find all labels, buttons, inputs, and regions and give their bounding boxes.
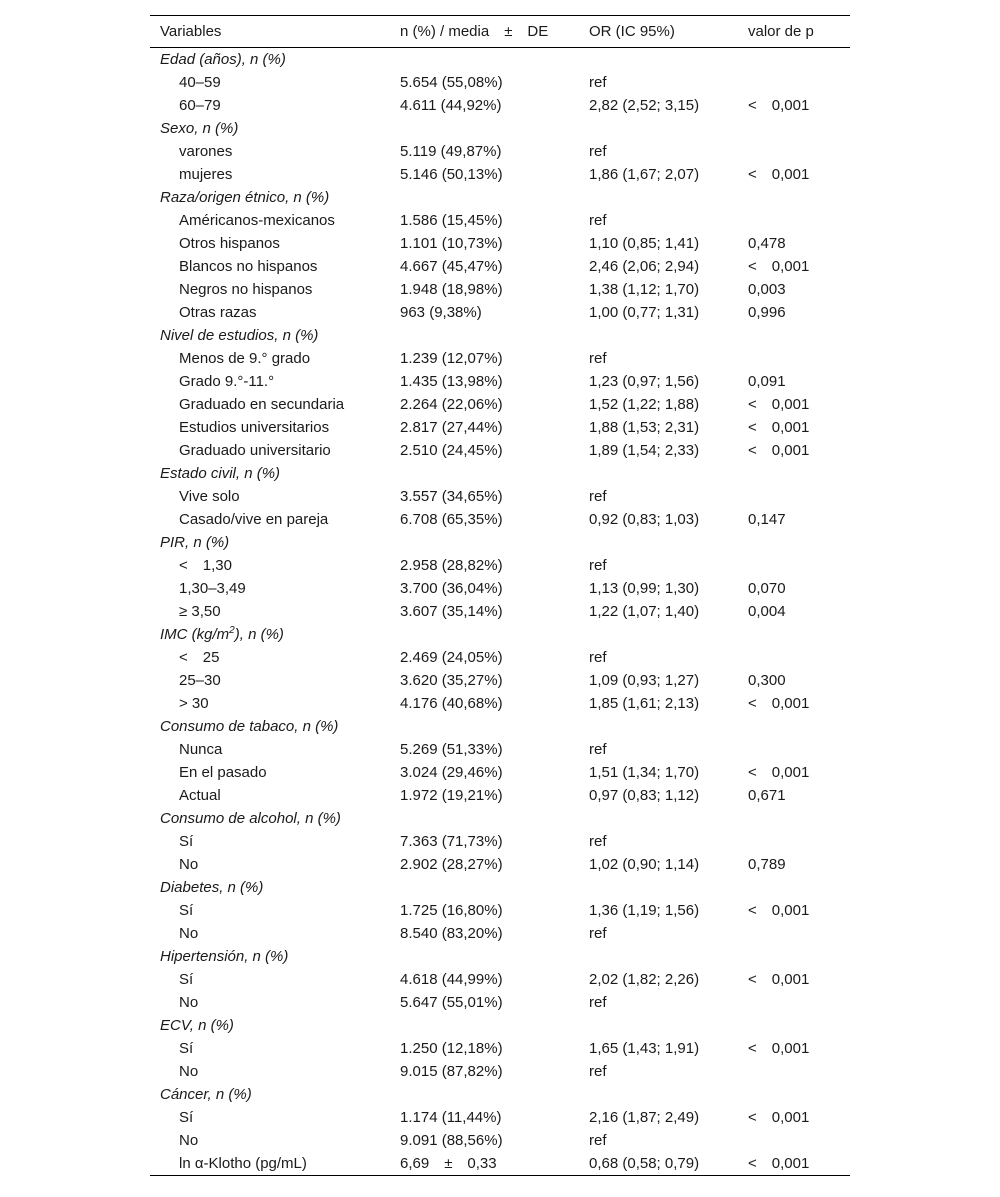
cell-n-media: 2.469 (24,05%) xyxy=(400,649,503,666)
table-group-row xyxy=(150,531,850,554)
group-label xyxy=(150,324,850,347)
group-label xyxy=(150,531,850,554)
cell-variable: No xyxy=(179,1132,199,1149)
cell-variable: Menos de 9.° grado xyxy=(179,350,311,367)
table-group-row xyxy=(150,876,850,899)
cell-n-media: 2.902 (28,27%) xyxy=(400,856,503,873)
group-label xyxy=(150,117,850,140)
cell-or: 0,97 (0,83; 1,12) xyxy=(589,787,700,804)
cell-or: 1,65 (1,43; 1,91) xyxy=(589,1040,700,1057)
group-label-text: Nivel de estudios, n (%) xyxy=(160,327,319,344)
group-label-text: Consumo de tabaco, n (%) xyxy=(160,718,339,735)
cell-n-media: 1.101 (10,73%) xyxy=(400,235,503,252)
group-label xyxy=(150,462,850,485)
cell-p-value: 0,789 xyxy=(748,856,786,873)
table-group-row xyxy=(150,324,850,347)
table-row xyxy=(150,278,850,301)
cell-or: ref xyxy=(589,741,607,758)
cell-n-media: 1.239 (12,07%) xyxy=(400,350,503,367)
header-n-media: n (%) / media ± DE xyxy=(400,23,549,40)
table-row xyxy=(150,646,850,669)
cell-n-media: 1.435 (13,98%) xyxy=(400,373,503,390)
cell-variable: Américanos-mexicanos xyxy=(179,212,335,229)
cell-n-media: 7.363 (71,73%) xyxy=(400,833,503,850)
cell-p-value xyxy=(738,209,850,232)
cell-n-media: 5.146 (50,13%) xyxy=(400,166,503,183)
cell-p-value xyxy=(738,485,850,508)
cell-variable: ≥ 3,50 xyxy=(179,603,221,620)
cell-p-value: < 0,001 xyxy=(748,971,810,988)
table-row xyxy=(150,761,850,784)
cell-variable: Nunca xyxy=(179,741,223,758)
cell-or: 2,46 (2,06; 2,94) xyxy=(589,258,700,275)
cell-variable: Vive solo xyxy=(179,488,240,505)
cell-n-media: 2.817 (27,44%) xyxy=(400,419,503,436)
cell-variable: No xyxy=(179,1063,199,1080)
cell-or: 1,85 (1,61; 2,13) xyxy=(589,695,700,712)
cell-or: 1,22 (1,07; 1,40) xyxy=(589,603,700,620)
cell-variable: Sí xyxy=(179,902,194,919)
table-row xyxy=(150,71,850,94)
cell-p-value xyxy=(738,830,850,853)
table-group-row xyxy=(150,48,850,72)
cell-variable: < 25 xyxy=(179,649,220,666)
table-row xyxy=(150,301,850,324)
cell-p-value: < 0,001 xyxy=(748,695,810,712)
cell-p-value xyxy=(738,738,850,761)
cell-variable: Sí xyxy=(179,833,194,850)
cell-n-media: 3.557 (34,65%) xyxy=(400,488,503,505)
group-label-superscript: 2 xyxy=(229,625,235,636)
cell-variable: ln α-Klotho (pg/mL) xyxy=(179,1155,307,1172)
cell-n-media: 5.654 (55,08%) xyxy=(400,74,503,91)
cell-n-media: 1.725 (16,80%) xyxy=(400,902,503,919)
cell-p-value: 0,478 xyxy=(748,235,786,252)
group-label xyxy=(150,48,850,72)
table-row xyxy=(150,1152,850,1176)
cell-variable: Otras razas xyxy=(179,304,257,321)
cell-n-media: 1.250 (12,18%) xyxy=(400,1040,503,1057)
cell-p-value xyxy=(738,140,850,163)
table-body xyxy=(150,48,850,1176)
table-row xyxy=(150,1129,850,1152)
table-row xyxy=(150,94,850,117)
table-row xyxy=(150,370,850,393)
table-row xyxy=(150,416,850,439)
cell-or: 0,68 (0,58; 0,79) xyxy=(589,1155,700,1172)
table-row xyxy=(150,991,850,1014)
cell-n-media: 6,69 ± 0,33 xyxy=(400,1155,497,1172)
cell-n-media: 1.972 (19,21%) xyxy=(400,787,503,804)
table-row xyxy=(150,853,850,876)
table-group-row xyxy=(150,715,850,738)
table-header-row xyxy=(150,16,850,48)
group-label xyxy=(150,876,850,899)
group-label-text: Raza/origen étnico, n (%) xyxy=(160,189,330,206)
cell-n-media: 5.647 (55,01%) xyxy=(400,994,503,1011)
cell-or: 1,89 (1,54; 2,33) xyxy=(589,442,700,459)
group-label xyxy=(150,186,850,209)
cell-or: 2,82 (2,52; 3,15) xyxy=(589,97,700,114)
cell-p-value: < 0,001 xyxy=(748,442,810,459)
cell-n-media: 3.024 (29,46%) xyxy=(400,764,503,781)
table-row xyxy=(150,669,850,692)
cell-or: ref xyxy=(589,212,607,229)
cell-or: 1,23 (0,97; 1,56) xyxy=(589,373,700,390)
cell-or: ref xyxy=(589,74,607,91)
cell-or: ref xyxy=(589,557,607,574)
table-row xyxy=(150,232,850,255)
cell-p-value xyxy=(738,554,850,577)
table-row xyxy=(150,1106,850,1129)
cell-or: 2,16 (1,87; 2,49) xyxy=(589,1109,700,1126)
cell-p-value: < 0,001 xyxy=(748,97,810,114)
cell-variable: No xyxy=(179,856,199,873)
group-label-text: Estado civil, n (%) xyxy=(160,465,281,482)
cell-or: 1,36 (1,19; 1,56) xyxy=(589,902,700,919)
cell-p-value: 0,003 xyxy=(748,281,786,298)
cell-p-value: < 0,001 xyxy=(748,396,810,413)
cell-n-media: 2.958 (28,82%) xyxy=(400,557,503,574)
cell-variable: Grado 9.°-11.° xyxy=(179,373,275,390)
cell-or: ref xyxy=(589,488,607,505)
cell-variable: mujeres xyxy=(179,166,233,183)
cell-variable: Casado/vive en pareja xyxy=(179,511,329,528)
cell-variable: Sí xyxy=(179,1040,194,1057)
cell-p-value xyxy=(738,347,850,370)
cell-variable: 25–30 xyxy=(179,672,221,689)
header-p-value: valor de p xyxy=(748,23,814,40)
table-row xyxy=(150,485,850,508)
table-row xyxy=(150,968,850,991)
cell-variable: Negros no hispanos xyxy=(179,281,313,298)
cell-n-media: 5.119 (49,87%) xyxy=(400,143,502,160)
cell-n-media: 963 (9,38%) xyxy=(400,304,482,321)
group-label xyxy=(150,623,850,646)
cell-or: 1,52 (1,22; 1,88) xyxy=(589,396,700,413)
cell-variable: Sí xyxy=(179,1109,194,1126)
cell-or: 1,02 (0,90; 1,14) xyxy=(589,856,700,873)
cell-p-value: 0,070 xyxy=(748,580,786,597)
cell-n-media: 1.174 (11,44%) xyxy=(400,1109,502,1126)
cell-n-media: 1.948 (18,98%) xyxy=(400,281,503,298)
table-row xyxy=(150,899,850,922)
header-variables: Variables xyxy=(160,23,222,40)
cell-n-media: 4.618 (44,99%) xyxy=(400,971,503,988)
cell-n-media: 9.015 (87,82%) xyxy=(400,1063,503,1080)
table-row xyxy=(150,209,850,232)
cell-p-value: 0,300 xyxy=(748,672,786,689)
cell-p-value: < 0,001 xyxy=(748,258,810,275)
table-row xyxy=(150,1037,850,1060)
table-row xyxy=(150,508,850,531)
cell-p-value xyxy=(738,71,850,94)
cell-or: 1,51 (1,34; 1,70) xyxy=(589,764,700,781)
cell-p-value xyxy=(738,922,850,945)
cell-or: ref xyxy=(589,649,607,666)
group-label-text: Consumo de alcohol, n (%) xyxy=(160,810,341,827)
table-row xyxy=(150,692,850,715)
table-row xyxy=(150,439,850,462)
cell-n-media: 4.176 (40,68%) xyxy=(400,695,503,712)
group-label xyxy=(150,1083,850,1106)
cell-n-media: 2.264 (22,06%) xyxy=(400,396,503,413)
table-row xyxy=(150,163,850,186)
group-label xyxy=(150,715,850,738)
table-row xyxy=(150,738,850,761)
cell-or: ref xyxy=(589,143,607,160)
cell-p-value xyxy=(738,646,850,669)
table-row xyxy=(150,577,850,600)
cell-n-media: 9.091 (88,56%) xyxy=(400,1132,503,1149)
results-table xyxy=(150,15,850,1176)
group-label-text: IMC (kg/m xyxy=(160,626,230,643)
table-row xyxy=(150,830,850,853)
table-group-row xyxy=(150,1083,850,1106)
table-row xyxy=(150,393,850,416)
cell-variable: Actual xyxy=(179,787,221,804)
table-row xyxy=(150,347,850,370)
group-label-text: PIR, n (%) xyxy=(160,534,230,551)
cell-variable: 40–59 xyxy=(179,74,221,91)
cell-or: 1,38 (1,12; 1,70) xyxy=(589,281,700,298)
cell-p-value: < 0,001 xyxy=(748,1109,810,1126)
cell-p-value: < 0,001 xyxy=(748,419,810,436)
cell-variable: Otros hispanos xyxy=(179,235,280,252)
table-group-row xyxy=(150,186,850,209)
cell-or: 0,92 (0,83; 1,03) xyxy=(589,511,700,528)
cell-variable: varones xyxy=(179,143,233,160)
table-row xyxy=(150,784,850,807)
table-group-row xyxy=(150,1014,850,1037)
cell-or: ref xyxy=(589,833,607,850)
cell-variable: Graduado universitario xyxy=(179,442,331,459)
cell-n-media: 6.708 (65,35%) xyxy=(400,511,503,528)
group-label-text: Sexo, n (%) xyxy=(160,120,239,137)
cell-n-media: 1.586 (15,45%) xyxy=(400,212,503,229)
cell-p-value: < 0,001 xyxy=(748,1155,810,1172)
cell-variable: 1,30–3,49 xyxy=(179,580,246,597)
cell-n-media: 4.667 (45,47%) xyxy=(400,258,503,275)
cell-n-media: 8.540 (83,20%) xyxy=(400,925,503,942)
cell-or: ref xyxy=(589,350,607,367)
group-label-text: Hipertensión, n (%) xyxy=(160,948,289,965)
cell-variable: Estudios universitarios xyxy=(179,419,330,436)
cell-p-value: 0,147 xyxy=(748,511,786,528)
cell-p-value: 0,004 xyxy=(748,603,786,620)
table-row xyxy=(150,1060,850,1083)
cell-p-value xyxy=(738,1060,850,1083)
cell-p-value: 0,091 xyxy=(748,373,786,390)
table-group-row xyxy=(150,462,850,485)
cell-variable: Blancos no hispanos xyxy=(179,258,318,275)
cell-variable: No xyxy=(179,994,199,1011)
cell-or: ref xyxy=(589,925,607,942)
cell-p-value: < 0,001 xyxy=(748,166,810,183)
group-label-text: Diabetes, n (%) xyxy=(160,879,264,896)
cell-variable: > 30 xyxy=(179,695,209,712)
cell-n-media: 3.620 (35,27%) xyxy=(400,672,503,689)
header-or: OR (IC 95%) xyxy=(589,23,675,40)
cell-variable: Sí xyxy=(179,971,194,988)
group-label-suffix: ), n (%) xyxy=(234,626,284,643)
cell-n-media: 4.611 (44,92%) xyxy=(400,97,502,114)
cell-or: ref xyxy=(589,994,607,1011)
cell-p-value: < 0,001 xyxy=(748,764,810,781)
cell-or: 1,88 (1,53; 2,31) xyxy=(589,419,700,436)
cell-n-media: 3.607 (35,14%) xyxy=(400,603,503,620)
group-label xyxy=(150,945,850,968)
table-group-row xyxy=(150,945,850,968)
cell-p-value: < 0,001 xyxy=(748,902,810,919)
table-row xyxy=(150,255,850,278)
cell-or: ref xyxy=(589,1132,607,1149)
cell-variable: Graduado en secundaria xyxy=(179,396,345,413)
group-label-text: Cáncer, n (%) xyxy=(160,1086,252,1103)
table-group-row xyxy=(150,117,850,140)
cell-or: 1,86 (1,67; 2,07) xyxy=(589,166,700,183)
cell-p-value: 0,671 xyxy=(748,787,786,804)
cell-variable: No xyxy=(179,925,199,942)
cell-or: 1,13 (0,99; 1,30) xyxy=(589,580,700,597)
cell-or: 1,10 (0,85; 1,41) xyxy=(589,235,700,252)
cell-n-media: 5.269 (51,33%) xyxy=(400,741,503,758)
table-row xyxy=(150,554,850,577)
table-row xyxy=(150,140,850,163)
cell-or: ref xyxy=(589,1063,607,1080)
table-group-row xyxy=(150,623,850,646)
cell-variable: En el pasado xyxy=(179,764,267,781)
cell-or: 2,02 (1,82; 2,26) xyxy=(589,971,700,988)
cell-variable: 60–79 xyxy=(179,97,221,114)
cell-n-media: 3.700 (36,04%) xyxy=(400,580,503,597)
group-label xyxy=(150,1014,850,1037)
cell-p-value xyxy=(738,991,850,1014)
cell-variable: < 1,30 xyxy=(179,557,232,574)
group-label xyxy=(150,807,850,830)
cell-p-value: < 0,001 xyxy=(748,1040,810,1057)
cell-or: 1,09 (0,93; 1,27) xyxy=(589,672,700,689)
table-row xyxy=(150,922,850,945)
group-label-text: Edad (años), n (%) xyxy=(160,51,286,68)
cell-or: 1,00 (0,77; 1,31) xyxy=(589,304,700,321)
results-table-container xyxy=(150,15,850,1176)
cell-p-value xyxy=(738,1129,850,1152)
cell-n-media: 2.510 (24,45%) xyxy=(400,442,503,459)
cell-p-value: 0,996 xyxy=(748,304,786,321)
table-group-row xyxy=(150,807,850,830)
group-label-text: ECV, n (%) xyxy=(160,1017,234,1034)
table-row xyxy=(150,600,850,623)
